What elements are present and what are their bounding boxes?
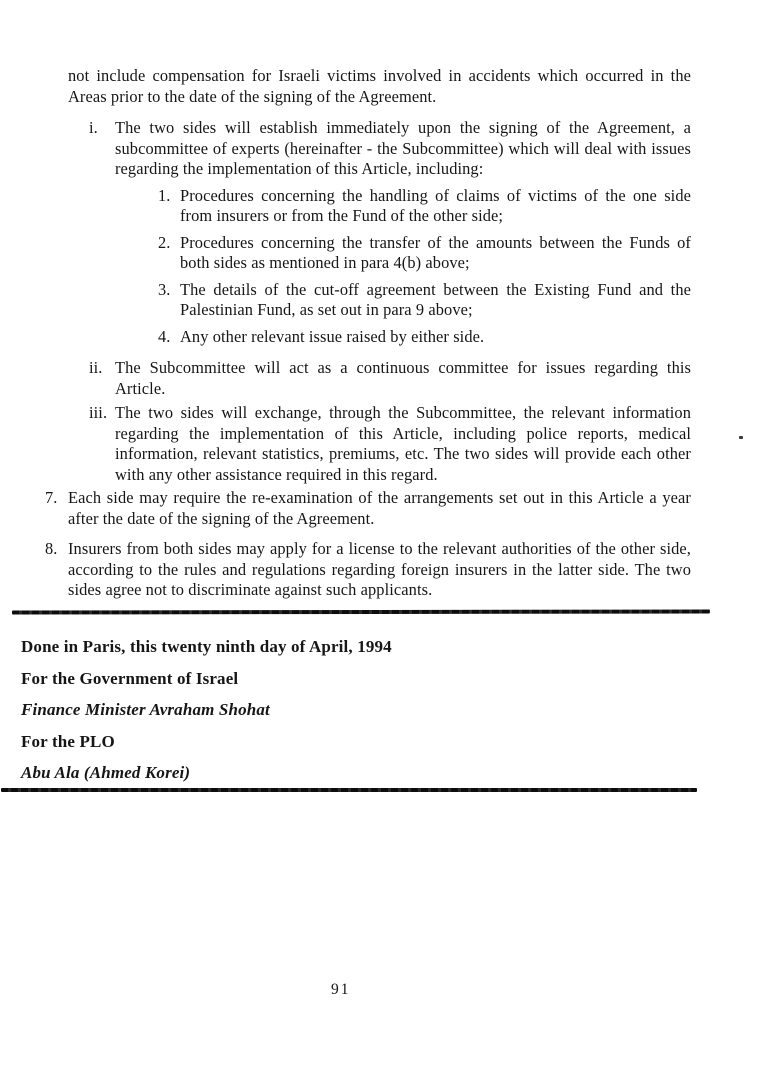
list-item-text: Procedures concerning the handling of claims of victims of the one side from insurers or from the Fund of the other side;: [180, 185, 691, 225]
list-item-text: Any other relevant issue raised by either side.: [180, 326, 485, 346]
list-marker: i.: [89, 118, 98, 137]
list-item-text: The Subcommittee will act as a continuous committee for issues regarding this Article.: [115, 358, 691, 398]
horizontal-rule-bottom: [1, 788, 697, 792]
list-marker: ii.: [89, 358, 103, 377]
main-text-body: [45, 66, 691, 601]
list-marker: iii.: [89, 403, 108, 422]
list-marker: 8.: [45, 539, 58, 558]
list-item-roman-ii: [68, 358, 691, 399]
signature-plo-signatory: Abu Ala (Ahmed Korei): [21, 763, 191, 782]
page-number: 91: [331, 981, 351, 998]
list-item-text: Procedures concerning the transfer of the amounts between the Funds of both sides as mentioned in para 4(b) above;: [180, 232, 691, 272]
list-item-roman-iii: [68, 403, 691, 485]
list-marker: 4.: [158, 326, 171, 346]
list-item-7: [45, 488, 691, 529]
list-item-8: [45, 539, 691, 601]
list-item-number-4: [68, 327, 691, 348]
list-item-number-3: [68, 280, 691, 321]
list-marker: 7.: [45, 488, 58, 507]
list-item-number-2: [68, 233, 691, 274]
signature-section: [21, 636, 641, 794]
scan-artifact-dot: [739, 436, 743, 439]
signature-israel-line: For the Government of Israel: [21, 668, 239, 688]
list-item-text: The two sides will exchange, through the Subcommittee, the relevant information regarding the implementation of this Article, including police reports, medical information, relevant statistics, premiums, etc. The two sides will provide each other with any other assistance required in this regard.: [115, 403, 691, 484]
signature-israel-signatory: Finance Minister Avraham Shohat: [21, 700, 270, 719]
signature-date-line: Done in Paris, this twenty ninth day of April, 1994: [21, 637, 392, 656]
list-item-number-1: [68, 186, 691, 227]
list-marker: 2.: [158, 232, 171, 252]
horizontal-rule-top: [12, 610, 710, 615]
list-item-roman-i: [68, 118, 691, 180]
list-marker: 3.: [158, 279, 171, 299]
list-marker: 1.: [158, 185, 171, 205]
intro-paragraph: not include compensation for Israeli victims involved in accidents which occurred in the Areas prior to the date of the signing of the Agreement.: [68, 66, 691, 106]
list-item-text: The two sides will establish immediately upon the signing of the Agreement, a subcommittee of experts (hereinafter - the Subcommittee) which will deal with issues regarding the implementation of this Article, including:: [115, 118, 691, 178]
list-item-text: The details of the cut-off agreement between the Existing Fund and the Palestinian Fund, as set out in para 9 above;: [180, 279, 691, 319]
list-item-text: Insurers from both sides may apply for a license to the relevant authorities of the other side, according to the rules and regulations regarding foreign insurers in the latter side. The two sides agree not to discriminate against such applicants.: [68, 539, 691, 599]
signature-plo-line: For the PLO: [21, 731, 115, 751]
list-item-text: Each side may require the re-examination of the arrangements set out in this Article a year after the date of the signing of the Agreement.: [68, 488, 691, 528]
